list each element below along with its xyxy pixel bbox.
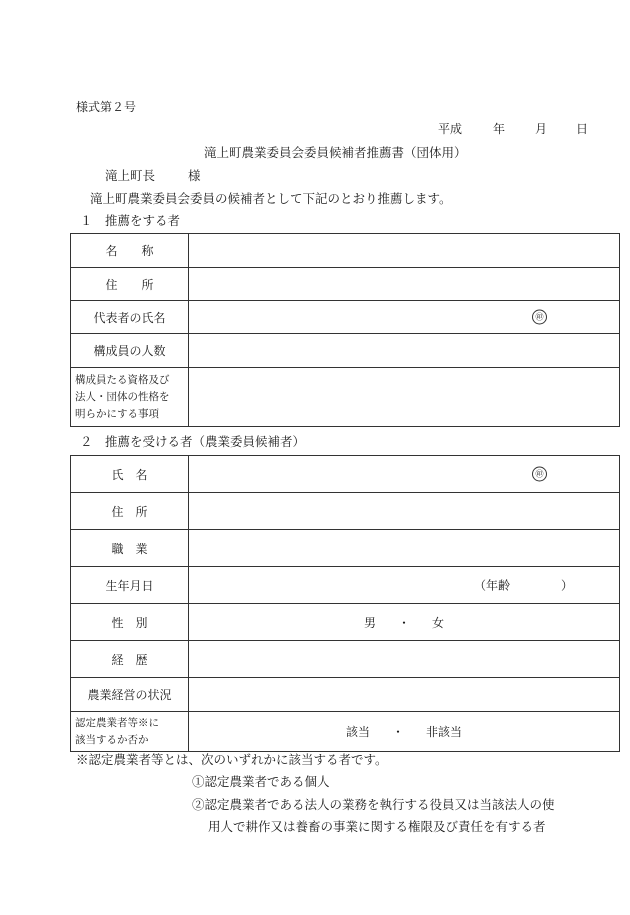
gender-label: 性 別 xyxy=(71,604,189,641)
seal-icon: ㊞ xyxy=(532,310,547,325)
certified-farmer-label-line1: 認定農業者等※に xyxy=(75,716,159,729)
member-count-field[interactable] xyxy=(189,334,620,368)
table-row xyxy=(71,567,620,604)
table-row xyxy=(71,456,620,493)
occupation-label: 職 業 xyxy=(71,530,189,567)
birthdate-field[interactable] xyxy=(189,567,620,604)
note-item-2: ②認定農業者である法人の業務を執行する役員又は当該法人の使 xyxy=(192,797,555,812)
addressee-name: 滝上町長 xyxy=(105,168,156,183)
candidate-name-field[interactable] xyxy=(189,456,620,493)
name-field[interactable] xyxy=(189,234,620,268)
gender-option-female[interactable]: 女 xyxy=(432,615,445,630)
representative-name-field[interactable] xyxy=(189,301,620,334)
table-row xyxy=(71,678,620,712)
table-row xyxy=(71,641,620,678)
note-item-2-continued: 用人で耕作又は養畜の事業に関する権限及び責任を有する者 xyxy=(208,819,546,834)
gender-field[interactable] xyxy=(189,604,620,641)
address-field[interactable] xyxy=(189,268,620,301)
document-title: 滝上町農業委員会委員候補者推薦書（団体用） xyxy=(204,145,467,160)
farm-status-label: 農業経営の状況 xyxy=(71,678,189,712)
date-year: 年 xyxy=(493,122,506,136)
table-row xyxy=(71,604,620,641)
table-row xyxy=(71,368,620,427)
birthdate-label: 生年月日 xyxy=(71,567,189,604)
qualification-label xyxy=(71,368,189,427)
qualification-field[interactable] xyxy=(189,368,620,427)
candidate-table xyxy=(70,455,620,752)
candidate-name-label: 氏 名 xyxy=(71,456,189,493)
age-open: （年齢 xyxy=(474,578,511,593)
table-row xyxy=(71,334,620,368)
date-month: 月 xyxy=(535,122,548,136)
section2-heading: ２ 推薦を受ける者（農業委員候補者） xyxy=(80,434,306,449)
qualification-label-line1: 構成員たる資格及び xyxy=(75,373,170,386)
table-row xyxy=(71,712,620,752)
career-field[interactable] xyxy=(189,641,620,678)
date-era: 平成 xyxy=(438,122,463,136)
certified-separator: ・ xyxy=(391,725,404,739)
occupation-field[interactable] xyxy=(189,530,620,567)
recommender-table xyxy=(70,233,620,427)
representative-name-label: 代表者の氏名 xyxy=(71,301,189,334)
certified-option-no[interactable]: 非該当 xyxy=(426,725,463,739)
qualification-label-line3: 明らかにする事項 xyxy=(75,407,159,420)
table-row xyxy=(71,530,620,567)
intro-text: 滝上町農業委員会委員の候補者として下記のとおり推薦します。 xyxy=(90,191,452,206)
table-row xyxy=(71,234,620,268)
table-row xyxy=(71,301,620,334)
gender-option-male[interactable]: 男 xyxy=(363,615,376,630)
note-item-1: ①認定農業者である個人 xyxy=(192,774,330,789)
certified-farmer-field[interactable] xyxy=(189,712,620,752)
table-row xyxy=(71,268,620,301)
section1-heading: １ 推薦をする者 xyxy=(80,213,181,228)
career-label: 経 歴 xyxy=(71,641,189,678)
date-day: 日 xyxy=(576,122,589,136)
form-number: 様式第２号 xyxy=(76,100,137,114)
certified-farmer-label-line2: 該当するか否か xyxy=(75,733,149,746)
candidate-address-label: 住 所 xyxy=(71,493,189,530)
gender-separator: ・ xyxy=(397,615,410,630)
certified-farmer-label xyxy=(71,712,189,752)
certified-option-yes[interactable]: 該当 xyxy=(345,725,370,739)
candidate-address-field[interactable] xyxy=(189,493,620,530)
farm-status-field[interactable] xyxy=(189,678,620,712)
address-label: 住 所 xyxy=(71,268,189,301)
seal-icon: ㊞ xyxy=(532,467,547,482)
member-count-label: 構成員の人数 xyxy=(71,334,189,368)
name-label: 名 称 xyxy=(71,234,189,268)
age-close: ） xyxy=(561,578,574,593)
note-lead: ※認定農業者等とは、次のいずれかに該当する者です。 xyxy=(76,752,388,767)
table-row xyxy=(71,493,620,530)
qualification-label-line2: 法人・団体の性格を xyxy=(75,390,170,403)
addressee-honorific: 様 xyxy=(188,168,201,183)
